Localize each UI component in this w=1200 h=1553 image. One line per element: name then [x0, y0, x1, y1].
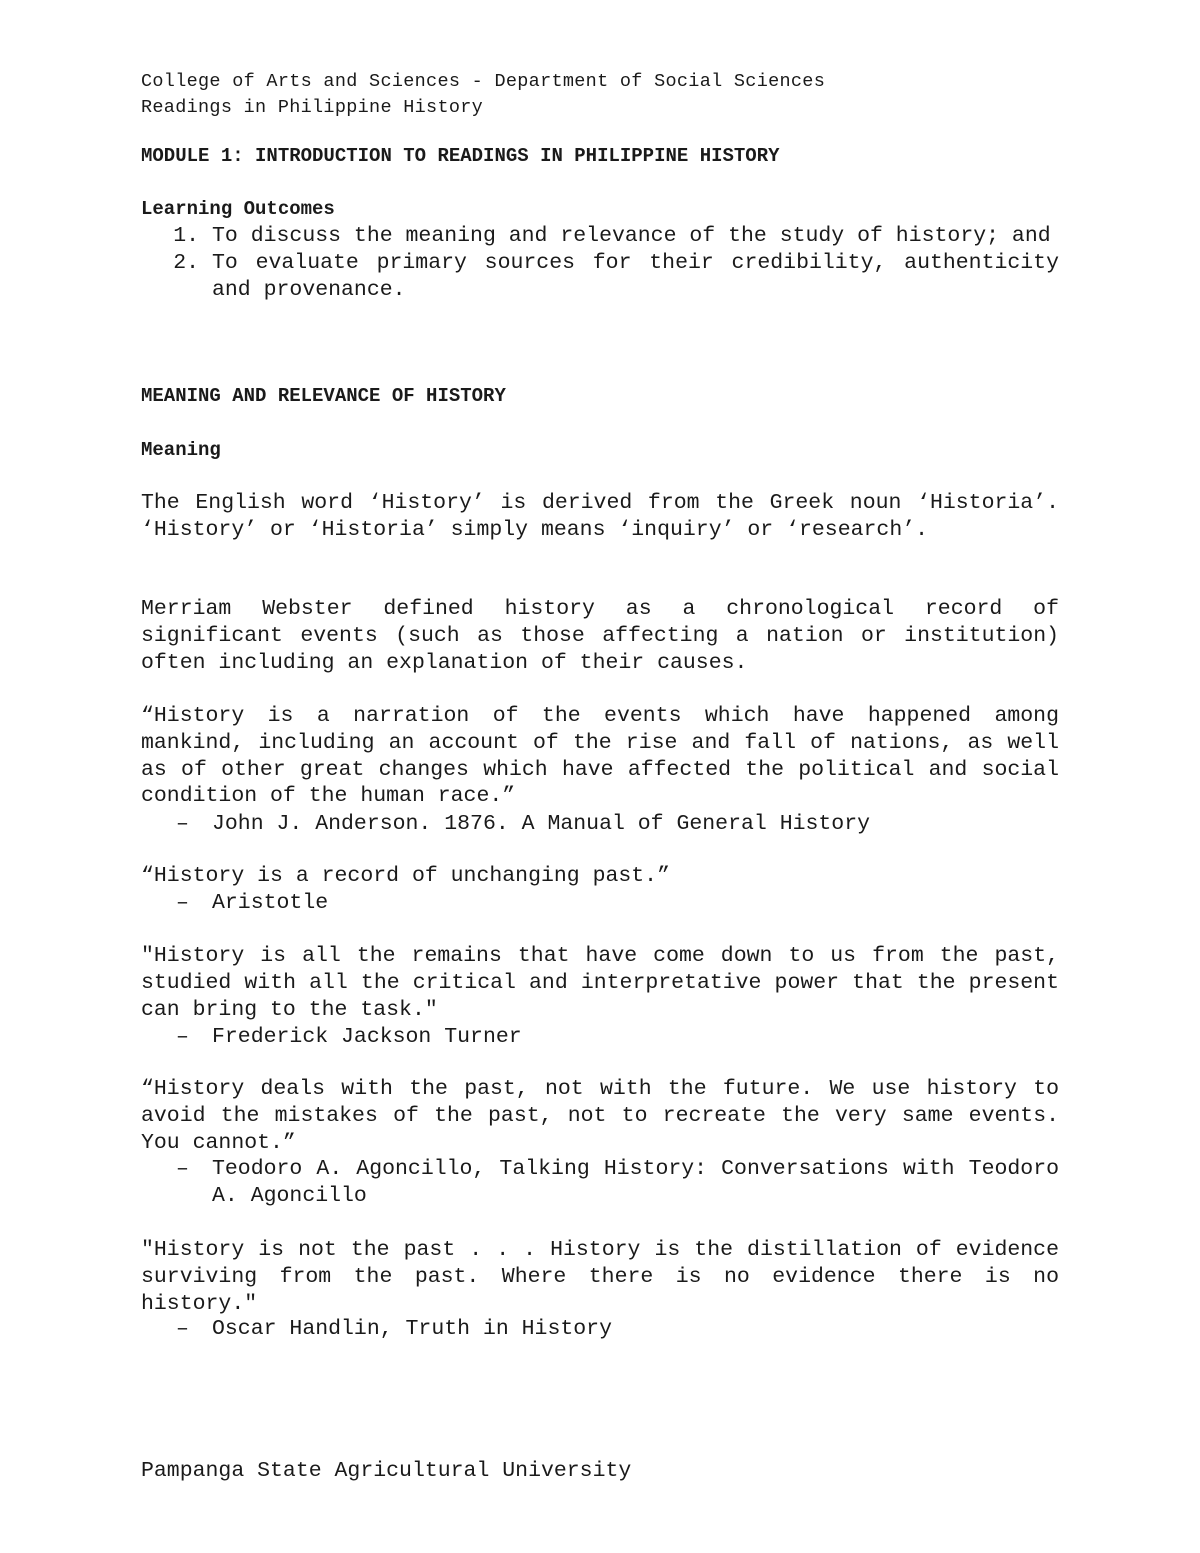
history-quote: “History is a record of unchanging past.” [141, 864, 670, 888]
meaning-paragraph: Merriam Webster defined history as a chronological record of significant events (such as those affecting a nation or institution) often including an explanation of their causes. [141, 597, 1059, 675]
attribution-text: Frederick Jackson Turner [212, 1025, 522, 1049]
history-quote: "History is all the remains that have come down to us from the past, studied with all the critical and interpretative power that the present can bring to the task." [141, 944, 1059, 1022]
attribution-dash: – [176, 1317, 189, 1341]
attribution-text: John J. Anderson. 1876. A Manual of General History [212, 812, 871, 836]
attribution-text: Aristotle [212, 891, 329, 915]
attribution-text: Teodoro A. Agoncillo, Talking History: Conversations with Teodoro A. Agoncillo [212, 1157, 1059, 1208]
attribution-dash: – [176, 812, 189, 836]
attribution-text: Oscar Handlin, Truth in History [212, 1317, 612, 1341]
module-title: MODULE 1: INTRODUCTION TO READINGS IN PHILIPPINE HISTORY [141, 145, 780, 167]
meaning-heading: Meaning [141, 439, 221, 461]
attribution-dash: – [176, 1025, 189, 1049]
quote-attribution [176, 1156, 1059, 1210]
attribution-dash: – [176, 891, 189, 915]
section-title: MEANING AND RELEVANCE OF HISTORY [141, 385, 506, 407]
quote-attribution [176, 890, 1059, 917]
document-page [141, 0, 1059, 1553]
page-footer: Pampanga State Agricultural University [141, 1459, 632, 1483]
quote-attribution [176, 1024, 1059, 1051]
history-quote: “History is a narration of the events which have happened among mankind, including an account of the rise and fall of nations, as well as of other great changes which have affected the political and social condition of the human race.” [141, 704, 1059, 809]
learning-outcome-item: 2. To evaluate primary sources for their credibility, authenticity and provenance. [212, 250, 1059, 304]
history-quote: "History is not the past . . . History is the distillation of evidence surviving from the past. Where there is no evidence there is no history." [141, 1238, 1059, 1316]
quote-attribution [176, 811, 1059, 838]
meaning-paragraph: The English word ‘History’ is derived from the Greek noun ‘Historia’. ‘History’ or ‘Historia’ simply means ‘inquiry’ or ‘research’. [141, 491, 1059, 542]
learning-outcomes-list [141, 223, 1059, 303]
learning-outcomes-heading: Learning Outcomes [141, 198, 335, 220]
header-course-line: Readings in Philippine History [141, 97, 484, 118]
quote-attribution [176, 1316, 1059, 1343]
history-quote: “History deals with the past, not with the future. We use history to avoid the mistakes of the past, not to recreate the very same events. You cannot.” [141, 1077, 1059, 1155]
learning-outcome-item: 1. To discuss the meaning and relevance of the study of history; and [212, 223, 1059, 250]
attribution-dash: – [176, 1157, 189, 1181]
header-college-line: College of Arts and Sciences - Department of Social Sciences [141, 71, 826, 92]
